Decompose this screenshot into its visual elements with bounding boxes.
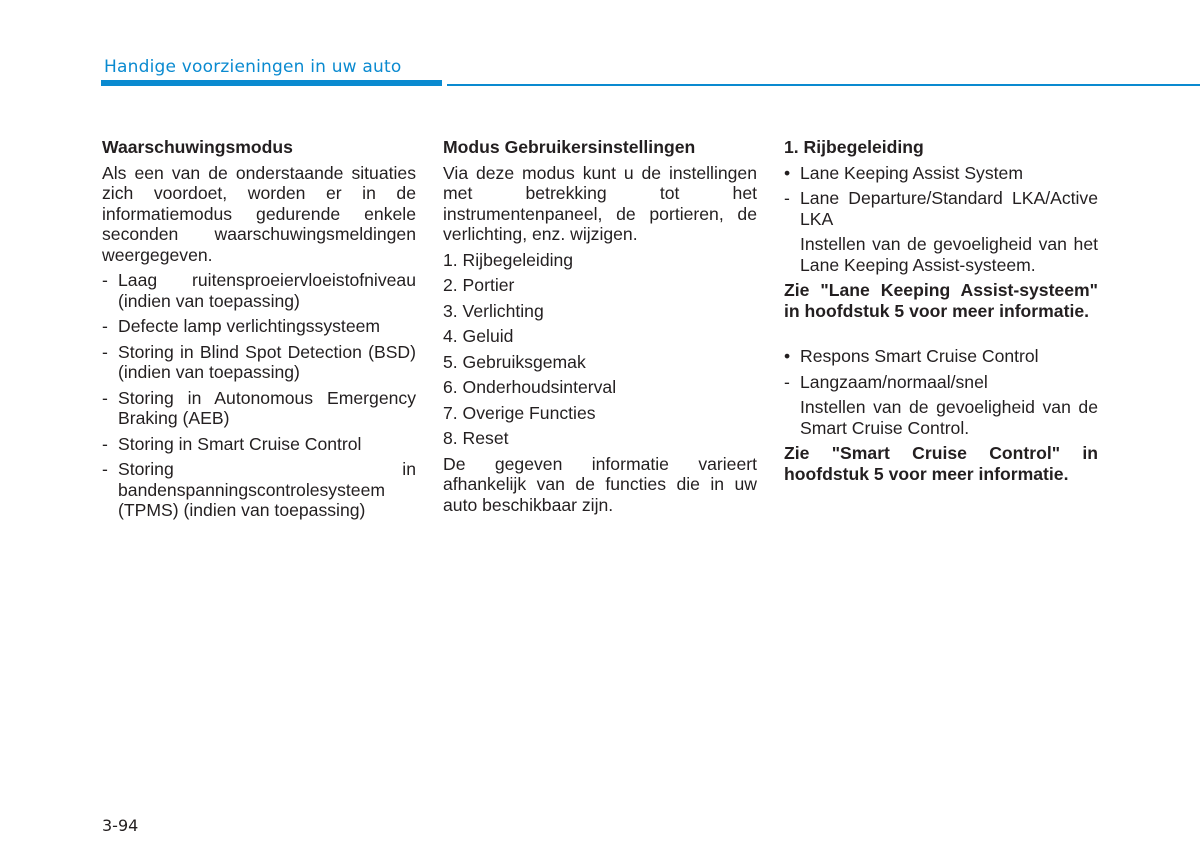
list-item-text: Storing in Smart Cruise Control bbox=[118, 433, 362, 454]
dash-marker: - bbox=[102, 316, 108, 336]
dash-marker: - bbox=[102, 459, 108, 479]
option-item bbox=[784, 188, 1098, 229]
bullet-item-text: Respons Smart Cruise Control bbox=[800, 346, 1039, 366]
list-item: 1. Rijbegeleiding bbox=[443, 249, 574, 270]
dash-marker: - bbox=[102, 270, 108, 290]
dash-marker: - bbox=[784, 371, 790, 392]
bullet-marker: • bbox=[784, 346, 791, 366]
list-item-text: Laag ruitensproeiervloeistofniveau (indien van toepassing) bbox=[118, 270, 416, 311]
list-item-text: Storing in Autonomous Emergency Braking (AEB) bbox=[118, 387, 416, 428]
heading-warning-mode: Waarschuwingsmodus bbox=[102, 137, 293, 157]
option-description: Instellen van de gevoeligheid van het Lane Keeping Assist-systeem. bbox=[800, 234, 1098, 275]
option-item bbox=[784, 372, 1098, 393]
spacer bbox=[784, 326, 1098, 346]
header-accent-bar bbox=[101, 80, 442, 86]
list-item-text: Storing in bandenspanningscontrolesysteem (TPMS) (indien van toepassing) bbox=[118, 459, 416, 520]
list-item bbox=[102, 388, 416, 429]
list-item-text: Storing in Blind Spot Detection (BSD) (indien van toepassing) bbox=[118, 341, 416, 382]
heading-user-settings: Modus Gebruikersinstellingen bbox=[443, 137, 696, 157]
list-item: 4. Geluid bbox=[443, 326, 514, 346]
column-warning-mode bbox=[102, 137, 416, 526]
list-item bbox=[102, 342, 416, 383]
bullet-item-text: Lane Keeping Assist System bbox=[800, 162, 1023, 183]
dash-marker: - bbox=[102, 433, 108, 454]
list-item: 2. Portier bbox=[443, 275, 515, 295]
section-title: Handige voorzieningen in uw auto bbox=[104, 57, 402, 77]
reference-note: Zie "Smart Cruise Control" in hoofdstuk 5 voor meer informatie. bbox=[784, 443, 1098, 484]
user-settings-intro: Via deze modus kunt u de instellingen met betrekking tot het instrumentenpaneel, de portieren, de verlichting, enz. wijzigen. bbox=[443, 162, 757, 244]
dash-marker: - bbox=[784, 188, 790, 208]
list-item bbox=[102, 270, 416, 311]
option-item-text: Lane Departure/Standard LKA/Active LKA bbox=[800, 188, 1098, 229]
list-item bbox=[102, 459, 416, 521]
page-number: 3-94 bbox=[102, 816, 139, 835]
column-user-settings bbox=[443, 137, 757, 520]
list-item: 6. Onderhoudsinterval bbox=[443, 377, 617, 397]
option-item-text: Langzaam/normaal/snel bbox=[800, 371, 988, 392]
column-driving-assist bbox=[784, 137, 1098, 489]
list-item bbox=[102, 434, 416, 455]
bullet-marker: • bbox=[784, 162, 791, 183]
bullet-item bbox=[784, 163, 1098, 184]
header-rule bbox=[447, 84, 1200, 86]
dash-marker: - bbox=[102, 387, 108, 408]
heading-driving-assist: 1. Rijbegeleiding bbox=[784, 137, 924, 157]
reference-note: Zie "Lane Keeping Assist-systeem" in hoofdstuk 5 voor meer informatie. bbox=[784, 280, 1098, 321]
list-item bbox=[102, 316, 416, 337]
list-item: 5. Gebruiksgemak bbox=[443, 351, 586, 372]
option-description: Instellen van de gevoeligheid van de Smart Cruise Control. bbox=[800, 397, 1098, 438]
bullet-item bbox=[784, 346, 1098, 367]
list-item: 8. Reset bbox=[443, 428, 509, 448]
list-item: 3. Verlichting bbox=[443, 300, 544, 321]
list-item-text: Defecte lamp verlichtingssysteem bbox=[118, 316, 381, 336]
user-settings-outro: De gegeven informatie varieert afhankelijk van de functies die in uw auto beschikbaar zijn. bbox=[443, 453, 757, 515]
dash-marker: - bbox=[102, 341, 108, 362]
warning-mode-intro: Als een van de onderstaande situaties zich voordoet, worden er in de informatiemodus gedurende enkele seconden waarschuwingsmeldingen weergegeven. bbox=[102, 162, 416, 265]
list-item: 7. Overige Functies bbox=[443, 402, 596, 423]
